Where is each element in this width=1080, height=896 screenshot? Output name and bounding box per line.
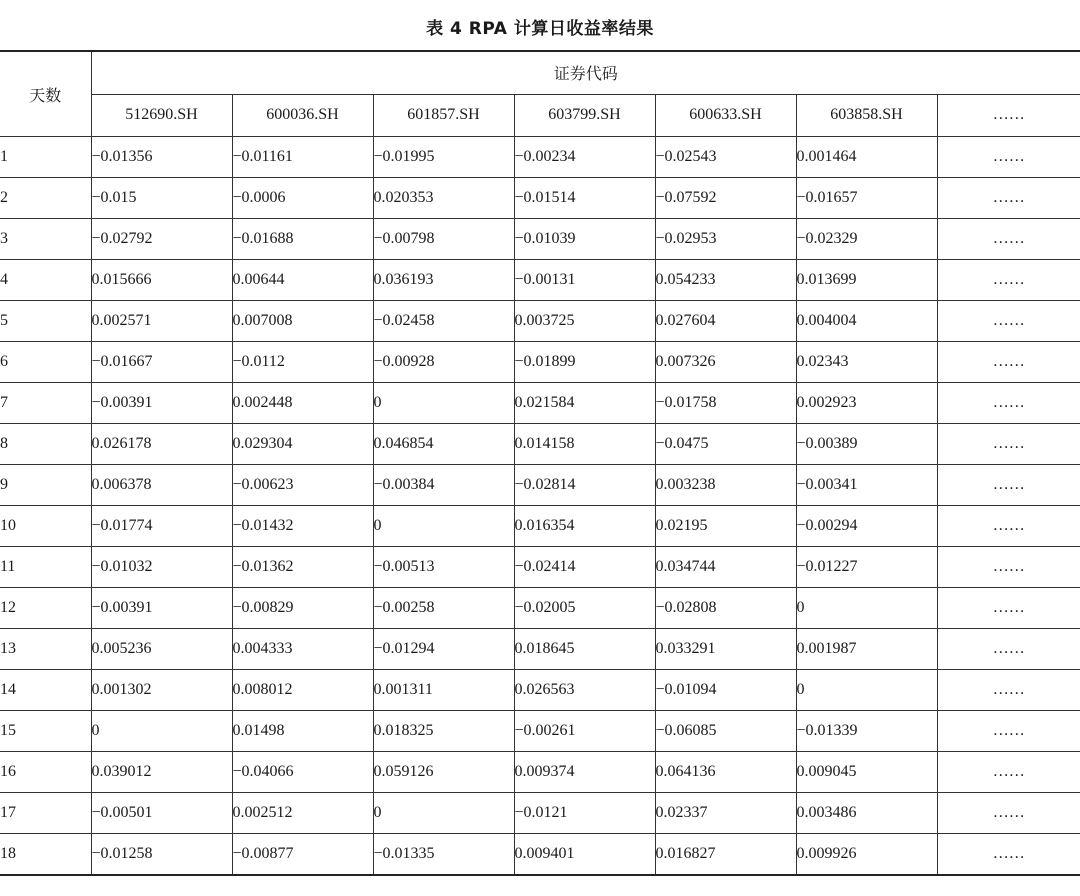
value-cell: 0.046854 — [373, 424, 514, 465]
value-cell: −0.00389 — [796, 424, 937, 465]
day-cell: 9 — [0, 465, 91, 506]
day-cell: 8 — [0, 424, 91, 465]
code-header: 600036.SH — [232, 94, 373, 137]
table-title: 表 4 RPA 计算日收益率结果 — [426, 19, 654, 39]
value-cell: −0.015 — [91, 178, 232, 219]
value-cell: −0.01667 — [91, 342, 232, 383]
value-cell: 0.021584 — [514, 383, 655, 424]
value-cell: 0.001987 — [796, 629, 937, 670]
value-cell: 0.007326 — [655, 342, 796, 383]
value-cell: 0.003725 — [514, 301, 655, 342]
table-row — [0, 301, 1080, 342]
table-row — [0, 424, 1080, 465]
day-cell: 18 — [0, 834, 91, 876]
value-cell: −0.02005 — [514, 588, 655, 629]
ellipsis-cell: …… — [937, 793, 1080, 834]
table-row — [0, 506, 1080, 547]
value-cell: 0.027604 — [655, 301, 796, 342]
day-cell: 11 — [0, 547, 91, 588]
code-header: 512690.SH — [91, 94, 232, 137]
value-cell: −0.06085 — [655, 711, 796, 752]
value-cell: 0.064136 — [655, 752, 796, 793]
value-cell: −0.02953 — [655, 219, 796, 260]
value-cell: 0.001464 — [796, 137, 937, 178]
table-row — [0, 260, 1080, 301]
value-cell: −0.00294 — [796, 506, 937, 547]
header-days: 天数 — [0, 51, 91, 137]
ellipsis-cell: …… — [937, 834, 1080, 876]
value-cell: −0.0121 — [514, 793, 655, 834]
day-cell: 7 — [0, 383, 91, 424]
ellipsis-cell: …… — [937, 752, 1080, 793]
value-cell: 0 — [373, 506, 514, 547]
day-cell: 3 — [0, 219, 91, 260]
ellipsis-cell: …… — [937, 342, 1080, 383]
day-cell: 10 — [0, 506, 91, 547]
value-cell: 0.026563 — [514, 670, 655, 711]
value-cell: 0.004333 — [232, 629, 373, 670]
value-cell: −0.00623 — [232, 465, 373, 506]
value-cell: 0.026178 — [91, 424, 232, 465]
ellipsis-cell: …… — [937, 424, 1080, 465]
value-cell: −0.01995 — [373, 137, 514, 178]
table-row — [0, 670, 1080, 711]
value-cell: 0.054233 — [655, 260, 796, 301]
day-cell: 2 — [0, 178, 91, 219]
day-cell: 12 — [0, 588, 91, 629]
value-cell: −0.00384 — [373, 465, 514, 506]
code-header: 600633.SH — [655, 94, 796, 137]
value-cell: −0.02814 — [514, 465, 655, 506]
table-row — [0, 752, 1080, 793]
ellipsis-cell: …… — [937, 383, 1080, 424]
value-cell: 0.036193 — [373, 260, 514, 301]
ellipsis-cell: …… — [937, 670, 1080, 711]
value-cell: 0.059126 — [373, 752, 514, 793]
value-cell: −0.01335 — [373, 834, 514, 876]
table-row — [0, 219, 1080, 260]
value-cell: 0.01498 — [232, 711, 373, 752]
value-cell: −0.01032 — [91, 547, 232, 588]
code-header: 603858.SH — [796, 94, 937, 137]
value-cell: −0.00798 — [373, 219, 514, 260]
value-cell: −0.00513 — [373, 547, 514, 588]
value-cell: 0.005236 — [91, 629, 232, 670]
ellipsis-cell: …… — [937, 629, 1080, 670]
value-cell: −0.02414 — [514, 547, 655, 588]
value-cell: −0.0475 — [655, 424, 796, 465]
value-cell: −0.00131 — [514, 260, 655, 301]
value-cell: −0.0006 — [232, 178, 373, 219]
value-cell: −0.00829 — [232, 588, 373, 629]
value-cell: 0.00644 — [232, 260, 373, 301]
value-cell: 0 — [373, 793, 514, 834]
value-cell: 0.020353 — [373, 178, 514, 219]
value-cell: −0.01356 — [91, 137, 232, 178]
value-cell: −0.01899 — [514, 342, 655, 383]
ellipsis-cell: …… — [937, 588, 1080, 629]
value-cell: 0.002448 — [232, 383, 373, 424]
table-row — [0, 629, 1080, 670]
value-cell: 0.007008 — [232, 301, 373, 342]
value-cell: −0.00341 — [796, 465, 937, 506]
table-row — [0, 383, 1080, 424]
value-cell: −0.01774 — [91, 506, 232, 547]
value-cell: 0 — [796, 588, 937, 629]
day-cell: 4 — [0, 260, 91, 301]
value-cell: 0.015666 — [91, 260, 232, 301]
code-header-row — [0, 94, 1080, 137]
day-cell: 16 — [0, 752, 91, 793]
value-cell: −0.01339 — [796, 711, 937, 752]
value-cell: −0.07592 — [655, 178, 796, 219]
value-cell: 0.018325 — [373, 711, 514, 752]
value-cell: 0.004004 — [796, 301, 937, 342]
value-cell: −0.00877 — [232, 834, 373, 876]
ellipsis-cell: …… — [937, 137, 1080, 178]
value-cell: 0 — [796, 670, 937, 711]
value-cell: −0.02329 — [796, 219, 937, 260]
ellipsis-cell: …… — [937, 711, 1080, 752]
table-row — [0, 711, 1080, 752]
table-body — [0, 137, 1080, 876]
value-cell: −0.01362 — [232, 547, 373, 588]
value-cell: −0.01758 — [655, 383, 796, 424]
value-cell: 0.029304 — [232, 424, 373, 465]
day-cell: 17 — [0, 793, 91, 834]
value-cell: 0.006378 — [91, 465, 232, 506]
day-cell: 6 — [0, 342, 91, 383]
table-row — [0, 834, 1080, 876]
day-cell: 15 — [0, 711, 91, 752]
value-cell: 0.009926 — [796, 834, 937, 876]
code-header: 603799.SH — [514, 94, 655, 137]
value-cell: −0.00391 — [91, 588, 232, 629]
value-cell: 0.002512 — [232, 793, 373, 834]
returns-table — [0, 50, 1080, 876]
value-cell: −0.04066 — [232, 752, 373, 793]
value-cell: −0.00928 — [373, 342, 514, 383]
value-cell: 0 — [373, 383, 514, 424]
code-header-ellipsis: …… — [937, 94, 1080, 137]
day-cell: 5 — [0, 301, 91, 342]
value-cell: 0.039012 — [91, 752, 232, 793]
table-row — [0, 465, 1080, 506]
value-cell: −0.01039 — [514, 219, 655, 260]
value-cell: 0.002571 — [91, 301, 232, 342]
value-cell: −0.02792 — [91, 219, 232, 260]
table-row — [0, 137, 1080, 178]
table-row — [0, 793, 1080, 834]
value-cell: −0.01514 — [514, 178, 655, 219]
ellipsis-cell: …… — [937, 219, 1080, 260]
value-cell: 0.003238 — [655, 465, 796, 506]
ellipsis-cell: …… — [937, 465, 1080, 506]
value-cell: −0.00234 — [514, 137, 655, 178]
value-cell: −0.01258 — [91, 834, 232, 876]
value-cell: 0.02337 — [655, 793, 796, 834]
value-cell: −0.00391 — [91, 383, 232, 424]
value-cell: −0.01657 — [796, 178, 937, 219]
ellipsis-cell: …… — [937, 547, 1080, 588]
value-cell: 0.018645 — [514, 629, 655, 670]
value-cell: 0.001311 — [373, 670, 514, 711]
header-security-code: 证券代码 — [91, 51, 1080, 94]
ellipsis-cell: …… — [937, 178, 1080, 219]
value-cell: −0.00261 — [514, 711, 655, 752]
value-cell: 0.009045 — [796, 752, 937, 793]
value-cell: −0.02808 — [655, 588, 796, 629]
value-cell: 0.033291 — [655, 629, 796, 670]
value-cell: −0.01294 — [373, 629, 514, 670]
value-cell: 0.013699 — [796, 260, 937, 301]
value-cell: −0.0112 — [232, 342, 373, 383]
value-cell: 0.016827 — [655, 834, 796, 876]
code-header: 601857.SH — [373, 94, 514, 137]
table-row — [0, 342, 1080, 383]
value-cell: −0.01227 — [796, 547, 937, 588]
value-cell: 0.014158 — [514, 424, 655, 465]
value-cell: −0.01094 — [655, 670, 796, 711]
value-cell: 0.02343 — [796, 342, 937, 383]
value-cell: 0.034744 — [655, 547, 796, 588]
value-cell: 0 — [91, 711, 232, 752]
day-cell: 14 — [0, 670, 91, 711]
ellipsis-cell: …… — [937, 506, 1080, 547]
table-row — [0, 178, 1080, 219]
value-cell: 0.016354 — [514, 506, 655, 547]
value-cell: 0.001302 — [91, 670, 232, 711]
value-cell: 0.02195 — [655, 506, 796, 547]
ellipsis-cell: …… — [937, 301, 1080, 342]
table-row — [0, 547, 1080, 588]
value-cell: −0.00501 — [91, 793, 232, 834]
value-cell: −0.01161 — [232, 137, 373, 178]
value-cell: 0.002923 — [796, 383, 937, 424]
value-cell: 0.009401 — [514, 834, 655, 876]
ellipsis-cell: …… — [937, 260, 1080, 301]
value-cell: −0.01688 — [232, 219, 373, 260]
value-cell: −0.02458 — [373, 301, 514, 342]
value-cell: −0.02543 — [655, 137, 796, 178]
day-cell: 1 — [0, 137, 91, 178]
value-cell: 0.009374 — [514, 752, 655, 793]
value-cell: −0.00258 — [373, 588, 514, 629]
value-cell: 0.008012 — [232, 670, 373, 711]
value-cell: 0.003486 — [796, 793, 937, 834]
table-row — [0, 588, 1080, 629]
day-cell: 13 — [0, 629, 91, 670]
value-cell: −0.01432 — [232, 506, 373, 547]
